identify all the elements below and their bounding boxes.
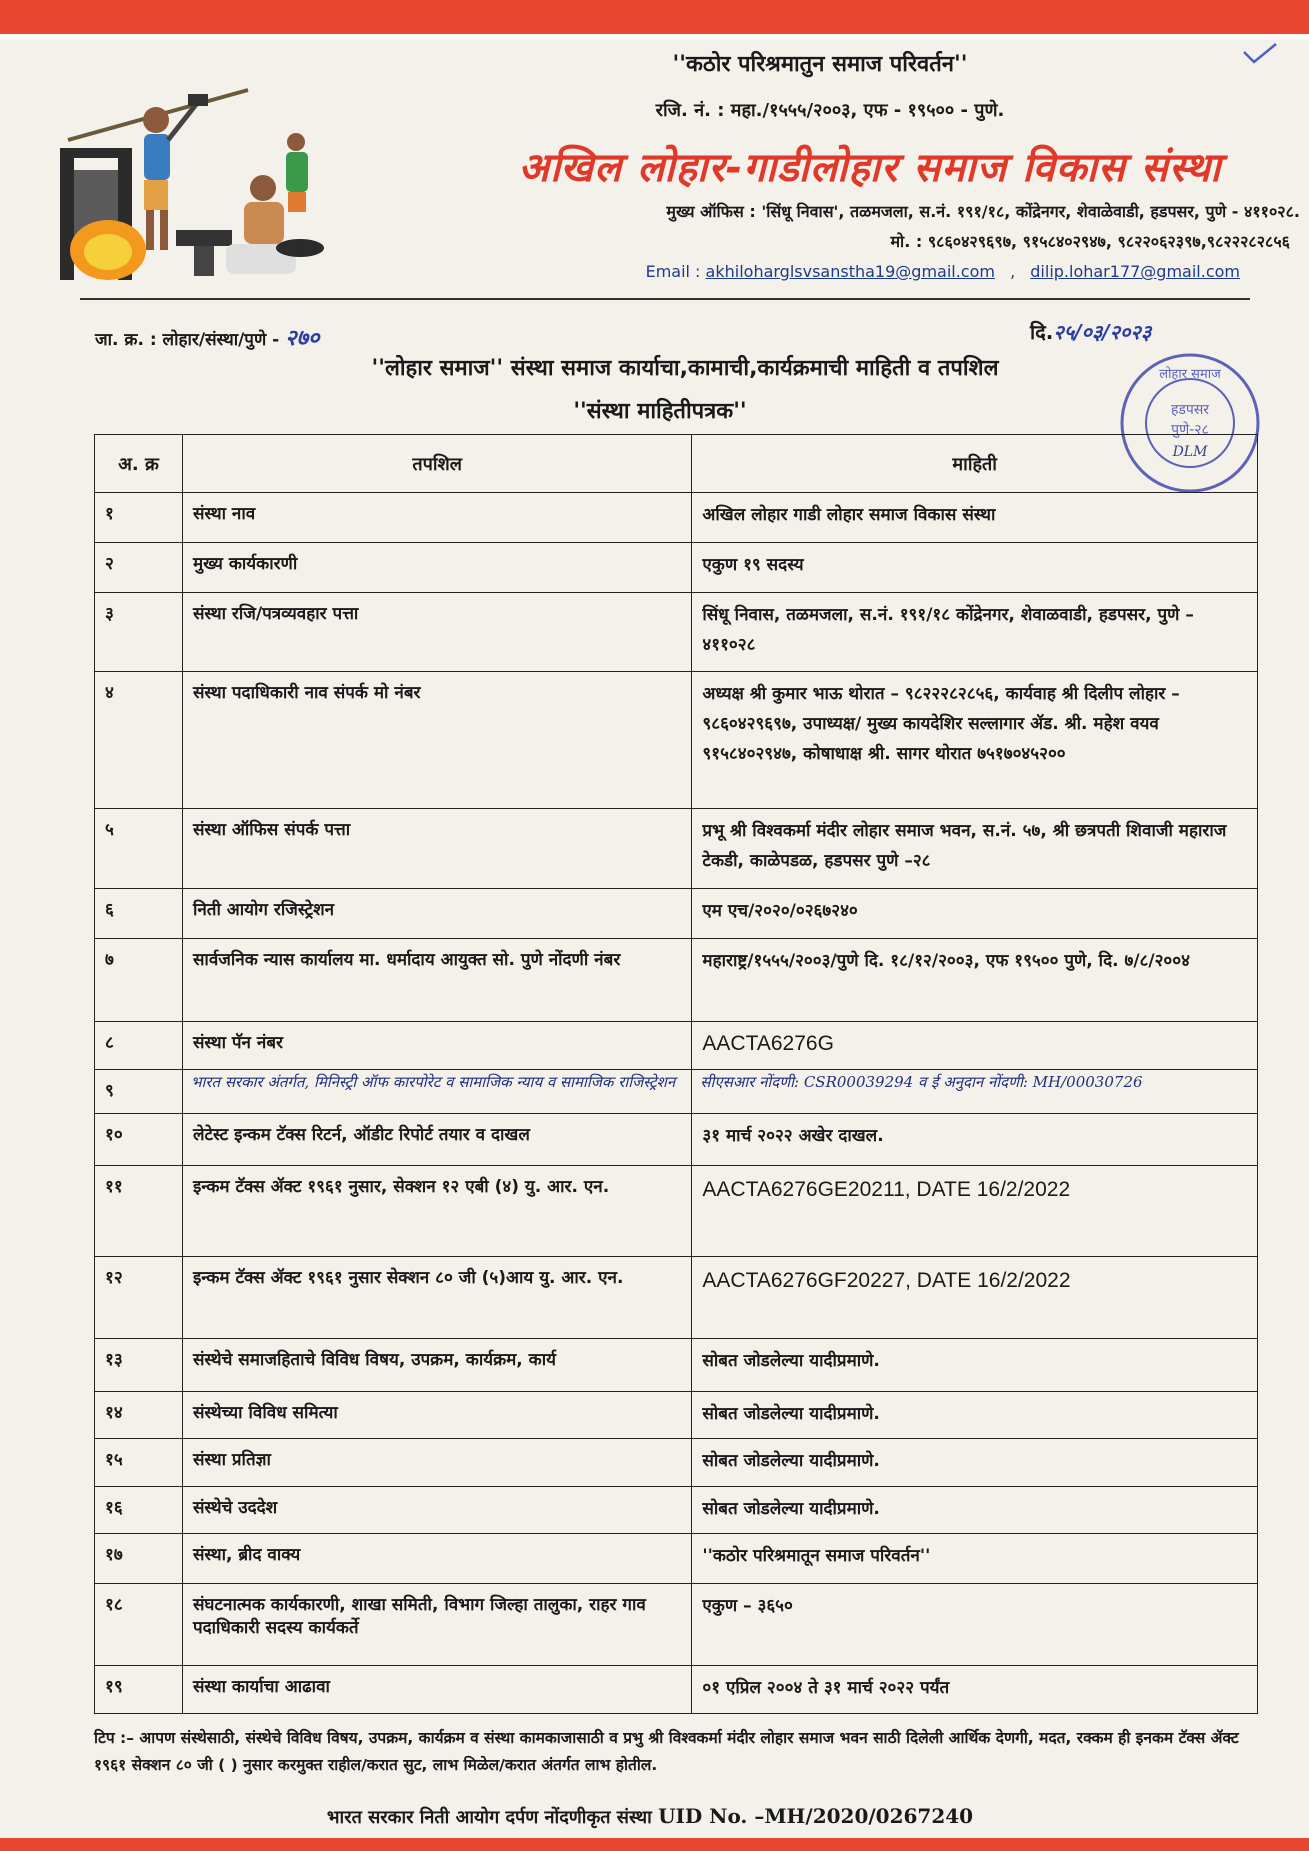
table-row: [95, 1487, 1258, 1534]
footer-text: भारत सरकार निती आयोग दर्पण नोंदणीकृत संस्था: [326, 1807, 652, 1828]
table-row: [95, 1022, 1258, 1070]
table-row: [95, 543, 1258, 593]
table-row: [95, 1439, 1258, 1487]
header-information: माहिती: [692, 435, 1258, 493]
table-row: [95, 1070, 1258, 1114]
table-row: [95, 593, 1258, 672]
email-link-2[interactable]: dilip.lohar177@gmail.com: [1030, 262, 1240, 281]
row-description: संस्था पॅन नंबर: [182, 1022, 691, 1070]
row-serial: १: [95, 493, 183, 543]
table-row: [95, 1257, 1258, 1339]
stamp-pin: पुणे-२८: [1171, 422, 1209, 438]
row-serial: १७: [95, 1534, 183, 1584]
row-value: सोबत जोडलेल्या यादीप्रमाणे.: [692, 1339, 1258, 1392]
document-date: [1030, 318, 1151, 345]
row-description: लेटेस्ट इन्कम टॅक्स रिटर्न, ऑडीट रिपोर्ट तयार व दाखल: [182, 1114, 691, 1166]
row-value: सोबत जोडलेल्या यादीप्रमाणे.: [692, 1439, 1258, 1487]
row-serial: १८: [95, 1584, 183, 1666]
row-description: निती आयोग रजिस्ट्रेशन: [182, 889, 691, 939]
row-description: संस्था नाव: [182, 493, 691, 543]
table-row: [95, 809, 1258, 889]
urn-80g: AACTA6276GF20227, DATE 16/2/2022: [692, 1257, 1258, 1339]
row-value: ''कठोर परिश्रमातून समाज परिवर्तन'': [692, 1534, 1258, 1584]
row-serial: ११: [95, 1166, 183, 1257]
pan-number: AACTA6276G: [692, 1022, 1258, 1070]
row-serial: १६: [95, 1487, 183, 1534]
row-serial: १३: [95, 1339, 183, 1392]
table-row: [95, 1392, 1258, 1439]
table-row: [95, 1666, 1258, 1714]
row-serial: १०: [95, 1114, 183, 1166]
tax-exemption-note: टिप :– आपण संस्थेसाठी, संस्थेचे विविध विषय, उपक्रम, कार्यक्रम व संस्था कामकाजासाठी व प्रभु श्री विश्वकर्मा मंदीर लोहार समाज भवन साठी दिलेली आर्थिक देणगी, मदत, रक्कम ही इनकम टॅक्स ॲक्ट १९६१ सेक्शन ८० जी ( ) नुसार करमुक्त राहील/करात सुट, लाभ मिळेल/करात अंतर्गत लाभ होतील.: [94, 1729, 1239, 1775]
row-serial: ५: [95, 809, 183, 889]
row-description: संस्था, ब्रीद वाक्य: [182, 1534, 691, 1584]
email-row: [460, 262, 1240, 281]
row-value: प्रभू श्री विश्वकर्मा मंदीर लोहार समाज भवन, स.नं. ५७, श्री छत्रपती शिवाजी महाराज टेकडी, काळेपडळ, हडपसर पुणे –२८: [692, 809, 1258, 889]
email-label: Email :: [645, 262, 701, 281]
row-description: संस्था प्रतिज्ञा: [182, 1439, 691, 1487]
slogan: ''कठोर परिश्रमातुन समाज परिवर्तन'': [672, 52, 968, 77]
row-value-handwritten: सीएसआर नोंदणी: CSR00039294 व ई अनुदान नोंदणी: MH/00030726: [692, 1070, 1258, 1114]
row-serial: २: [95, 543, 183, 593]
row-value: सिंधू निवास, तळमजला, स.नं. १९१/१८ कोंद्रेनगर, शेवाळवाडी, हडपसर, पुणे – ४११०२८: [692, 593, 1258, 672]
row-value: सोबत जोडलेल्या यादीप्रमाणे.: [692, 1392, 1258, 1439]
registration-number: रजि. नं. : महा./१५५५/२००३, एफ - १९५०० - पुणे.: [655, 100, 1005, 121]
row-description: संघटनात्मक कार्यकारणी, शाखा समिती, विभाग जिल्हा तालुका, राहर गाव पदाधिकारी सदस्य कार्यकर्ते: [182, 1584, 691, 1666]
date-value: २५/०३/२०२३: [1053, 320, 1152, 344]
row-serial: ३: [95, 593, 183, 672]
row-value: सोबत जोडलेल्या यादीप्रमाणे.: [692, 1487, 1258, 1534]
row-serial: १२: [95, 1257, 183, 1339]
stamp-place: हडपसर: [1170, 402, 1210, 418]
date-label: दि.: [1030, 320, 1054, 344]
row-value: ०१ एप्रिल २००४ ते ३१ मार्च २०२२ पर्यंत: [692, 1666, 1258, 1714]
row-serial: ९: [95, 1070, 183, 1114]
mobile-numbers: मो. : ९८६०४२९६९७, ९१५८४०२९४७, ९८२२०६२३९७,९८२२२८२८५६: [890, 232, 1290, 251]
reference-number: [95, 322, 319, 352]
row-description: सार्वजनिक न्यास कार्यालय मा. धर्मादाय आयुक्त सो. पुणे नोंदणी नंबर: [182, 939, 691, 1022]
row-value: अखिल लोहार गाडी लोहार समाज विकास संस्था: [692, 493, 1258, 543]
table-header-row: [95, 435, 1258, 493]
table-row: [95, 493, 1258, 543]
table-row: [95, 889, 1258, 939]
row-value: एकुण – ३६५०: [692, 1584, 1258, 1666]
row-description-handwritten: भारत सरकार अंतर्गत, मिनिस्ट्री ऑफ कारपोरेट व सामाजिक न्याय व सामाजिक राजिस्ट्रेशन: [182, 1070, 691, 1114]
table-row: [95, 672, 1258, 809]
reference-handwritten-number: २७०: [285, 326, 320, 351]
stamp-top-text: लोहार समाज: [1159, 367, 1221, 382]
row-value: ३१ मार्च २०२२ अखेर दाखल.: [692, 1114, 1258, 1166]
row-value: एकुण १९ सदस्य: [692, 543, 1258, 593]
footer: [260, 1804, 1040, 1829]
table-row: [95, 1534, 1258, 1584]
header-serial: अ. क्र: [95, 435, 183, 493]
row-value: अध्यक्ष श्री कुमार भाऊ थोरात – ९८२२२८२८५६, कार्यवाह श्री दिलीप लोहार – ९८६०४२९६९७, उपाध्यक्ष/ मुख्य कायदेशिर सल्लागार ॲड. श्री. महेश वयव ९१५८४०२९४७, कोषाधाक्ष श्री. सागर थोरात ७५१७०४५२००: [692, 672, 1258, 809]
table-row: [95, 1114, 1258, 1166]
bottom-red-bar: [0, 1838, 1309, 1851]
urn-12ab: AACTA6276GE20211, DATE 16/2/2022: [692, 1166, 1258, 1257]
document-title: ''लोहार समाज'' संस्था समाज कार्याचा,कामाची,कार्यक्रमाची माहिती व तपशिल: [371, 356, 999, 381]
document-subtitle: ''संस्था माहितीपत्रक'': [573, 399, 747, 424]
organization-name: अखिल लोहार-गाडीलोहार समाज विकास संस्था: [518, 145, 1222, 191]
row-serial: ८: [95, 1022, 183, 1070]
top-red-bar: [0, 0, 1309, 34]
stamp-initials: DLM: [1172, 444, 1208, 460]
row-serial: १४: [95, 1392, 183, 1439]
row-serial: १९: [95, 1666, 183, 1714]
row-description: इन्कम टॅक्स ॲक्ट १९६१ नुसार सेक्शन ८० जी (५)आय यु. आर. एन.: [182, 1257, 691, 1339]
row-serial: ४: [95, 672, 183, 809]
row-description: संस्थेच्या विविध समित्या: [182, 1392, 691, 1439]
page-edge: [0, 34, 1309, 40]
row-description: संस्था रजि/पत्रव्यवहार पत्ता: [182, 593, 691, 672]
head-office-address: मुख्य ऑफिस : 'सिंधू निवास', तळमजला, स.नं. १९१/१८, कोंद्रेनगर, शेवाळेवाडी, हडपसर, पुणे - ४११०२८.: [666, 202, 1300, 221]
row-description: संस्था ऑफिस संपर्क पत्ता: [182, 809, 691, 889]
row-serial: ७: [95, 939, 183, 1022]
header-divider: [80, 298, 1250, 300]
row-value: महाराष्ट्र/१५५५/२००३/पुणे दि. १८/१२/२००३, एफ १९५०० पुणे, दि. ७/८/२००४: [692, 939, 1258, 1022]
row-description: संस्था कार्याचा आढावा: [182, 1666, 691, 1714]
row-value: एम एच/२०२०/०२६७२४०: [692, 889, 1258, 939]
reference-label: जा. क्र. : लोहार/संस्था/पुणे -: [95, 330, 280, 350]
footer-uid: UID No. –MH/2020/0267240: [658, 1804, 974, 1828]
row-description: मुख्य कार्यकारणी: [182, 543, 691, 593]
header-details: तपशिल: [182, 435, 691, 493]
info-table: [94, 434, 1258, 1714]
table-row: [95, 1339, 1258, 1392]
table-row: [95, 1584, 1258, 1666]
table-row: [95, 939, 1258, 1022]
row-description: संस्थेचे समाजहिताचे विविध विषय, उपक्रम, कार्यक्रम, कार्य: [182, 1339, 691, 1392]
row-serial: ६: [95, 889, 183, 939]
checkmark-icon: [1240, 40, 1280, 66]
table-row: [95, 1166, 1258, 1257]
row-description: संस्थेचे उददेश: [182, 1487, 691, 1534]
row-serial: १५: [95, 1439, 183, 1487]
email-separator: ,: [1010, 262, 1016, 281]
blacksmith-logo-illustration: [48, 80, 328, 295]
row-description: इन्कम टॅक्स ॲक्ट १९६१ नुसार, सेक्शन १२ एबी (४) यु. आर. एन.: [182, 1166, 691, 1257]
row-description: संस्था पदाधिकारी नाव संपर्क मो नंबर: [182, 672, 691, 809]
email-link-1[interactable]: akhiloharglsvsanstha19@gmail.com: [705, 262, 995, 281]
